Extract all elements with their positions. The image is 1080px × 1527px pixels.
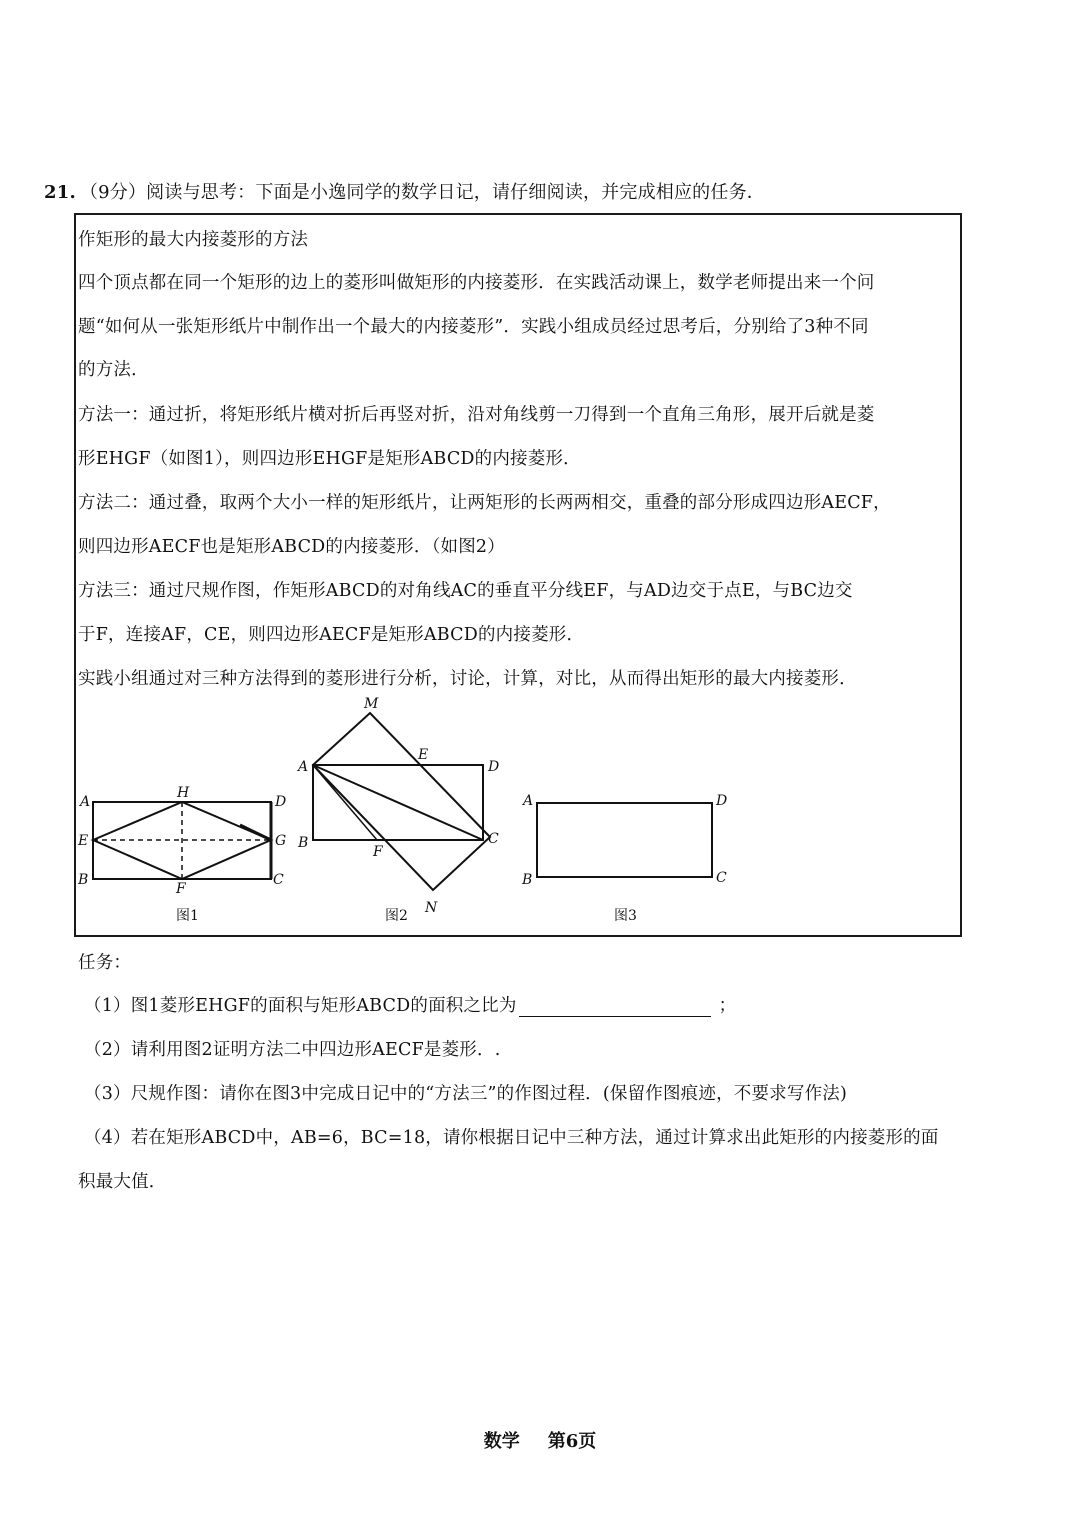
fig2-label-N: N xyxy=(425,900,438,916)
diary-line: 形EHGF（如图1），则四边形EHGF是矩形ABCD的内接菱形． xyxy=(78,449,581,469)
task-1-answer-blank[interactable] xyxy=(519,1000,711,1017)
fig1-cut-mark xyxy=(240,825,271,840)
question-intro: （9分）阅读与思考：下面是小逸同学的数学日记，请仔细阅读，并完成相应的任务． xyxy=(79,182,765,203)
fig2-label-F: F xyxy=(373,844,383,860)
fig1-label-C: C xyxy=(273,872,284,888)
fig1-label-B: B xyxy=(78,872,89,888)
fig2-label-M: M xyxy=(364,696,379,712)
fig2-label-D: D xyxy=(488,759,500,775)
task-3: （3）尺规作图：请你在图3中完成日记中的“方法三”的作图过程．(保留作图痕迹，不要求写作法) xyxy=(84,1084,848,1104)
figure-3 xyxy=(537,803,712,877)
fig2-label-C: C xyxy=(488,831,499,847)
task-1-end: ； xyxy=(718,996,737,1016)
fig3-label-A: A xyxy=(523,793,534,809)
fig3-rectangle xyxy=(537,803,712,877)
fig1-label-F: F xyxy=(176,881,186,897)
fig2-label-A: A xyxy=(298,759,309,775)
task-4-line-2: 积最大值． xyxy=(78,1172,167,1192)
diary-line: 于F，连接AF，CE，则四边形AECF是矩形ABCD的内接菱形． xyxy=(78,625,585,645)
diary-line: 方法三：通过尺规作图，作矩形ABCD的对角线AC的垂直平分线EF，与AD边交于点E，与BC边交 xyxy=(78,581,853,601)
fig2-label-E: E xyxy=(418,747,429,763)
question-number: 21. xyxy=(44,182,76,203)
fig3-caption: 图3 xyxy=(614,908,637,924)
diary-line: 题“如何从一张矩形纸片中制作出一个最大的内接菱形”．实践小组成员经过思考后，分别给了3种不同 xyxy=(78,317,869,337)
figure-2 xyxy=(313,713,490,890)
tasks-title: 任务： xyxy=(78,953,132,973)
diary-title: 作矩形的最大内接菱形的方法 xyxy=(78,230,309,250)
fig2-label-B: B xyxy=(298,835,309,851)
fig2-line-AF xyxy=(313,765,377,840)
fig2-rectangle-tilted xyxy=(313,713,490,890)
figures-area xyxy=(74,690,962,930)
fig1-label-D: D xyxy=(275,794,287,810)
fig1-label-E: E xyxy=(78,833,89,849)
fig3-label-B: B xyxy=(522,872,533,888)
fig3-label-D: D xyxy=(716,793,728,809)
fig2-caption: 图2 xyxy=(385,908,408,924)
figures-svg xyxy=(74,690,962,930)
question-header xyxy=(44,182,765,204)
diary-line: 实践小组通过对三种方法得到的菱形进行分析，讨论，计算，对比，从而得出矩形的最大内接菱形． xyxy=(78,669,857,689)
footer-page-number: 第6页 xyxy=(547,1431,597,1452)
diary-line: 的方法． xyxy=(78,360,149,380)
fig3-label-C: C xyxy=(716,870,727,886)
fig1-label-A: A xyxy=(80,794,91,810)
diary-line: 方法一：通过折，将矩形纸片横对折后再竖对折，沿对角线剪一刀得到一个直角三角形，展开后就是菱 xyxy=(78,405,875,425)
fig1-label-G: G xyxy=(275,833,287,849)
diary-line: 则四边形AECF也是矩形ABCD的内接菱形．（如图2） xyxy=(78,537,505,557)
task-2: （2）请利用图2证明方法二中四边形AECF是菱形．. xyxy=(84,1040,501,1060)
diary-line: 四个顶点都在同一个矩形的边上的菱形叫做矩形的内接菱形．在实践活动课上，数学老师提出来一个问 xyxy=(78,273,875,293)
fig1-caption: 图1 xyxy=(176,908,199,924)
task-1 xyxy=(84,995,736,1017)
figure-1 xyxy=(93,802,271,879)
task-1-text: （1）图1菱形EHGF的面积与矩形ABCD的面积之比为 xyxy=(84,996,517,1016)
diary-line: 方法二：通过叠，取两个大小一样的矩形纸片，让两矩形的长两两相交，重叠的部分形成四边形AECF， xyxy=(78,493,891,513)
page-footer xyxy=(0,1427,1080,1453)
task-4-line-1: （4）若在矩形ABCD中，AB=6，BC=18，请你根据日记中三种方法，通过计算求出此矩形的内接菱形的面 xyxy=(84,1128,939,1148)
fig1-label-H: H xyxy=(177,785,190,801)
footer-subject: 数学 xyxy=(483,1431,520,1452)
